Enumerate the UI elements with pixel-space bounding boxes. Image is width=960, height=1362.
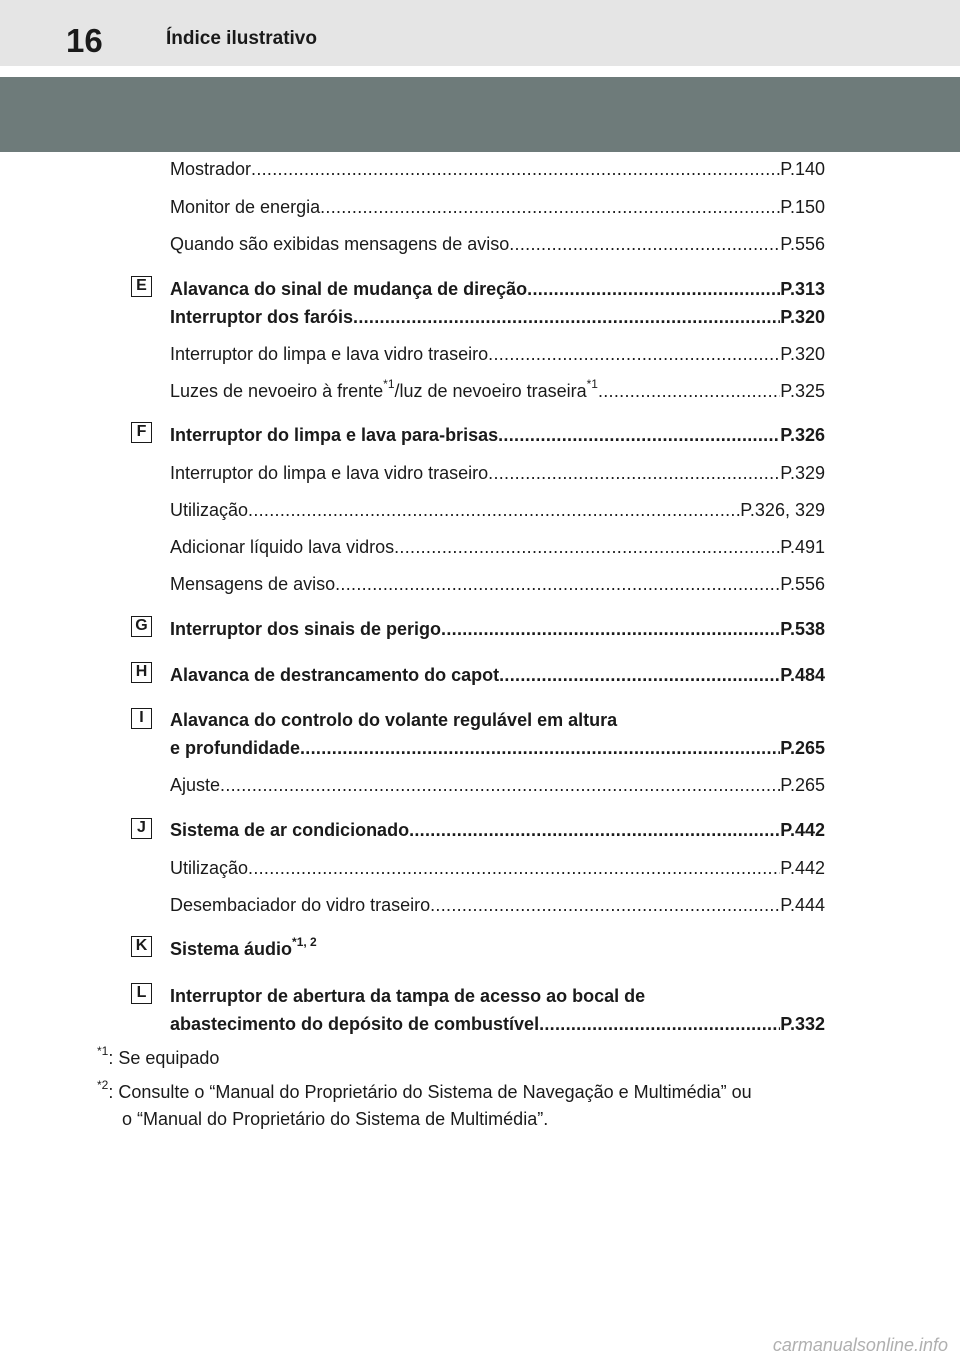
entry-label: Desembaciador do vidro traseiro xyxy=(170,895,431,915)
entry-page: P.313 xyxy=(780,279,825,299)
index-entry-audio[interactable]: Sistema áudio$^{*1, 2}$ xyxy=(170,935,317,959)
entry-page: P.326, 329 xyxy=(740,500,825,520)
footnote-2: $^{*2}$: Consulte o “Manual do Proprietário do Sistema de Navegação e Multimédia” ou xyxy=(97,1078,752,1102)
index-entry-warning-messages-2[interactable] xyxy=(170,571,825,597)
marker-j: J xyxy=(131,818,152,839)
index-entry-washer-fluid[interactable] xyxy=(170,534,825,560)
entry-label: Mensagens de aviso xyxy=(170,574,336,594)
footnote-mark: *2 xyxy=(97,1078,109,1092)
entry-page: P.140 xyxy=(780,159,825,179)
entry-label: Luzes de nevoeiro à frente$^{*1}$/luz de nevoeiro traseira$^{*1}$ xyxy=(170,377,598,401)
entry-label: Sistema de ar condicionado xyxy=(170,820,410,840)
entry-page: P.326 xyxy=(780,425,825,445)
watermark: carmanualsonline.info xyxy=(772,1335,948,1355)
index-entry-rear-defogger[interactable] xyxy=(170,892,825,918)
entry-label: Interruptor do limpa e lava vidro traseiro xyxy=(170,463,489,483)
index-entry-turn-signal[interactable] xyxy=(170,276,825,302)
entry-page: P.320 xyxy=(780,344,825,364)
index-entry-rear-wiper[interactable] xyxy=(170,341,825,367)
entry-label: Adicionar líquido lava vidros xyxy=(170,537,395,557)
footnote-ref: *1, 2 xyxy=(292,935,317,949)
index-entry-usage-2[interactable] xyxy=(170,855,825,881)
page-number: 16 xyxy=(66,22,103,59)
index-entry-windshield-wiper[interactable] xyxy=(170,422,825,448)
index-entry-hood-release[interactable] xyxy=(170,662,825,688)
index-entry-hazard-lights[interactable] xyxy=(170,616,825,642)
entry-page: P.320 xyxy=(780,307,825,327)
entry-label: abastecimento do depósito de combustível xyxy=(170,1014,540,1034)
entry-page: P.265 xyxy=(780,775,825,795)
entry-page: P.325 xyxy=(780,381,825,401)
entry-page: P.538 xyxy=(780,619,825,639)
entry-label: Utilização xyxy=(170,500,249,520)
entry-label: Interruptor do limpa e lava vidro traseiro xyxy=(170,344,489,364)
entry-label: Interruptor dos faróis xyxy=(170,307,354,327)
entry-page: P.442 xyxy=(780,820,825,840)
marker-h: H xyxy=(131,662,152,683)
index-entry-adjust[interactable] xyxy=(170,772,825,798)
entry-label: Mostrador xyxy=(170,159,252,179)
footnote-1: $^{*1}$: Se equipado xyxy=(97,1044,220,1068)
marker-f: F xyxy=(131,422,152,443)
footnote-mark: *1 xyxy=(97,1044,109,1058)
index-entry-headlights[interactable] xyxy=(170,304,825,330)
marker-e: E xyxy=(131,276,152,297)
entry-page: P.556 xyxy=(780,234,825,254)
index-entry-monitor[interactable] xyxy=(170,194,825,220)
marker-i: I xyxy=(131,708,152,729)
index-entry-steering-line1: Alavanca do controlo do volante regulável em altura xyxy=(170,710,618,730)
entry-page: P.332 xyxy=(780,1014,825,1034)
entry-label: Monitor de energia xyxy=(170,197,321,217)
index-entry-air-conditioning[interactable] xyxy=(170,817,825,843)
index-entry-rear-wiper-2[interactable] xyxy=(170,460,825,486)
entry-label: Interruptor do limpa e lava para-brisas xyxy=(170,425,499,445)
section-title: Índice ilustrativo xyxy=(166,28,317,49)
entry-label: Alavanca do sinal de mudança de direção xyxy=(170,279,528,299)
index-entry-steering[interactable] xyxy=(170,735,825,761)
entry-label: e profundidade xyxy=(170,738,300,758)
marker-k: K xyxy=(131,936,152,957)
entry-label: Utilização xyxy=(170,858,249,878)
entry-label: Quando são exibidas mensagens de aviso xyxy=(170,234,510,254)
index-entry-fuel-door[interactable] xyxy=(170,1011,825,1037)
entry-page: P.444 xyxy=(780,895,825,915)
page-header xyxy=(0,0,960,66)
index-entry-usage[interactable] xyxy=(170,497,825,523)
entry-page: P.491 xyxy=(780,537,825,557)
index-entry-fog-lights[interactable] xyxy=(170,378,825,404)
entry-page: P.556 xyxy=(780,574,825,594)
marker-g: G xyxy=(131,616,152,637)
footnote-ref: *1 xyxy=(383,377,395,391)
index-entry-warning-messages[interactable] xyxy=(170,231,825,257)
entry-page: P.484 xyxy=(780,665,825,685)
entry-label: Ajuste xyxy=(170,775,221,795)
footnote-2-continued: o “Manual do Proprietário do Sistema de Multimédia”. xyxy=(122,1109,549,1129)
entry-page: P.442 xyxy=(780,858,825,878)
illustration-banner xyxy=(0,77,960,152)
index-entry-mostrador[interactable] xyxy=(170,156,825,182)
footnote-ref: *1 xyxy=(586,377,598,391)
entry-label: Alavanca de destrancamento do capot xyxy=(170,665,500,685)
entry-page: P.265 xyxy=(780,738,825,758)
entry-label: Interruptor dos sinais de perigo xyxy=(170,619,442,639)
entry-page: P.329 xyxy=(780,463,825,483)
entry-page: P.150 xyxy=(780,197,825,217)
marker-l: L xyxy=(131,983,152,1004)
index-entry-fuel-line1: Interruptor de abertura da tampa de acesso ao bocal de xyxy=(170,986,646,1006)
